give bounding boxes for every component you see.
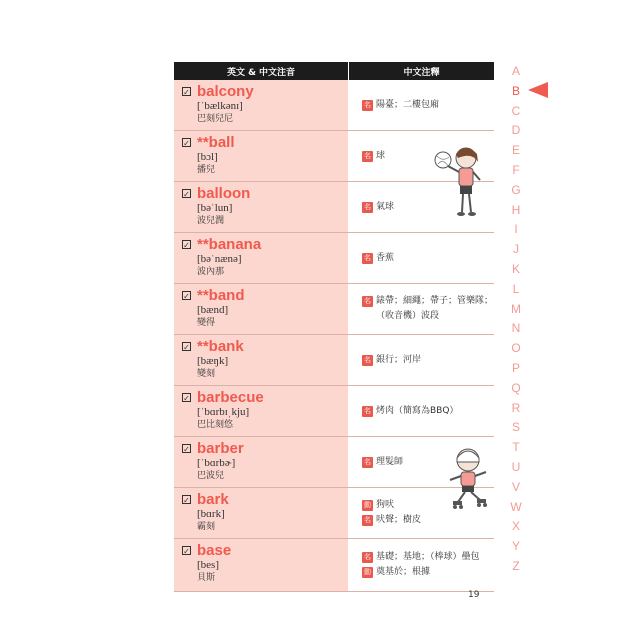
alphabet-letter-k[interactable]: K: [511, 261, 520, 276]
entry-row: [174, 284, 494, 335]
alphabet-letter-h[interactable]: H: [511, 202, 521, 217]
alphabet-letter-b[interactable]: B: [511, 83, 520, 98]
entry-chinese-cell: [348, 386, 494, 436]
alphabet-letter-d[interactable]: D: [511, 123, 521, 138]
alphabet-letter-l[interactable]: L: [512, 281, 520, 296]
entry-row: [174, 80, 494, 131]
entry-english-cell: [174, 131, 348, 181]
entry-zhuyin: 巴刻兒尼: [197, 114, 234, 124]
entry-phonetic: [bænd]: [197, 304, 229, 316]
entry-phonetic: [bɑrk]: [197, 508, 225, 520]
entry-word: bark: [197, 490, 229, 508]
part-of-speech-badge: 名: [364, 297, 371, 305]
entry-word: **bank: [197, 337, 244, 355]
entry-phonetic: [bəˈlun]: [197, 202, 233, 214]
checkbox-icon[interactable]: ✓: [183, 495, 190, 505]
entry-phonetic: [ˈbɑrbɪˌkju]: [197, 406, 250, 418]
entry-row: [174, 386, 494, 437]
entry-english-cell: [174, 335, 348, 385]
entry-row: [174, 233, 494, 284]
meaning-line: [362, 98, 494, 113]
alphabet-letter-o[interactable]: O: [511, 341, 521, 356]
part-of-speech-badge: 名: [364, 151, 371, 160]
entry-english-cell: [174, 80, 348, 130]
meaning-text: 奠基於；根據: [376, 567, 431, 577]
meaning-line: [362, 251, 494, 266]
entry-zhuyin: 播兒: [197, 165, 216, 175]
alphabet-letter-p[interactable]: P: [511, 360, 520, 375]
entry-english-cell: [174, 539, 348, 591]
checkbox-icon[interactable]: ✓: [183, 291, 190, 301]
alphabet-letter-u[interactable]: U: [511, 459, 521, 474]
part-of-speech-badge: 名: [364, 457, 371, 466]
entry-word: balcony: [197, 82, 254, 100]
part-of-speech-badge: 名: [364, 202, 371, 211]
alphabet-letter-x[interactable]: X: [511, 519, 520, 534]
word-line: [182, 83, 348, 99]
word-line: [182, 236, 348, 252]
alphabet-index: [508, 62, 524, 577]
meaning-text: 錶帶；細繩；帶子；管樂隊；（收音機）波段: [376, 296, 494, 321]
entry-zhuyin: 變刻: [197, 369, 216, 379]
entry-zhuyin: 巴波兒: [197, 471, 225, 481]
entry-english-cell: [174, 488, 348, 538]
meaning-text: 狗吠: [376, 500, 395, 510]
alphabet-letter-t[interactable]: T: [512, 440, 520, 455]
meaning-text: 氣球: [376, 201, 395, 212]
meaning-text: 吠聲；樹皮: [376, 515, 422, 525]
part-of-speech-badge: 名: [364, 406, 371, 415]
checkbox-icon[interactable]: ✓: [183, 393, 190, 403]
entry-phonetic: [ˈbælkənɪ]: [197, 100, 243, 112]
entry-row: [174, 335, 494, 386]
alphabet-letter-g[interactable]: G: [511, 182, 521, 197]
meaning-line: [362, 294, 494, 324]
meaning-text: 烤肉（簡寫為BBQ）: [376, 405, 459, 416]
word-line: [182, 338, 348, 354]
alphabet-letter-i[interactable]: I: [514, 222, 518, 237]
entry-english-cell: [174, 233, 348, 283]
checkbox-icon[interactable]: ✓: [183, 240, 190, 250]
meaning-line: [362, 404, 494, 419]
part-of-speech-badge: 名: [364, 516, 371, 524]
meaning-line: [362, 550, 494, 565]
alphabet-letter-c[interactable]: C: [511, 103, 521, 118]
entry-chinese-cell: [348, 80, 494, 130]
entry-word: **banana: [197, 235, 262, 253]
part-of-speech-badge: 動: [364, 501, 371, 509]
meaning-line: [362, 353, 494, 368]
meaning-line: [362, 513, 494, 528]
checkbox-icon[interactable]: ✓: [183, 87, 190, 97]
alphabet-letter-v[interactable]: V: [511, 479, 520, 494]
alphabet-letter-s[interactable]: S: [511, 420, 520, 435]
entry-zhuyin: 波兒潤: [197, 216, 225, 226]
part-of-speech-badge: 名: [364, 253, 371, 262]
girl-rollerskating-illustration: [444, 446, 496, 510]
entry-phonetic: [bes]: [197, 559, 219, 571]
entry-chinese-cell: [348, 539, 494, 591]
entry-english-cell: [174, 386, 348, 436]
meaning-text: 陽臺；二樓包廂: [376, 99, 440, 110]
entry-zhuyin: 變得: [197, 318, 216, 328]
entry-zhuyin: 波內那: [197, 267, 225, 277]
entry-word: **ball: [197, 133, 235, 151]
alphabet-letter-e[interactable]: E: [511, 143, 520, 158]
part-of-speech-badge: 名: [364, 355, 371, 364]
word-line: [182, 440, 348, 456]
meaning-text: 理髮師: [376, 456, 404, 467]
entry-zhuyin: 貝斯: [197, 573, 216, 583]
checkbox-icon[interactable]: ✓: [183, 342, 190, 352]
entry-phonetic: [bɔl]: [197, 151, 218, 163]
entry-zhuyin: 霸刻: [197, 522, 216, 532]
entry-english-cell: [174, 437, 348, 487]
alphabet-letter-q[interactable]: Q: [511, 380, 521, 395]
entry-english-cell: [174, 182, 348, 232]
alphabet-letter-m[interactable]: M: [511, 301, 521, 316]
word-line: [182, 134, 348, 150]
alphabet-letter-n[interactable]: N: [511, 321, 521, 336]
checkbox-icon[interactable]: ✓: [183, 546, 190, 556]
alphabet-letter-f[interactable]: F: [512, 162, 520, 177]
entry-phonetic: [bæŋk]: [197, 355, 229, 367]
entry-chinese-cell: [348, 233, 494, 283]
word-line: [182, 185, 348, 201]
entry-word: balloon: [197, 184, 251, 202]
checkbox-icon[interactable]: ✓: [183, 138, 190, 148]
entry-word: barbecue: [197, 388, 264, 406]
header-english: 英文 & 中文注音: [174, 62, 349, 80]
word-line: [182, 542, 348, 558]
entry-word: base: [197, 541, 232, 559]
checkbox-icon[interactable]: ✓: [183, 189, 190, 199]
alphabet-letter-r[interactable]: R: [511, 400, 521, 415]
entry-chinese-cell: [348, 335, 494, 385]
meaning-text: 銀行；河岸: [376, 354, 422, 365]
entry-phonetic: [ˈbɑrbɚ]: [197, 457, 236, 469]
part-of-speech-badge: 名: [364, 553, 371, 561]
entry-chinese-cell: [348, 284, 494, 334]
entry-english-cell: [174, 284, 348, 334]
word-line: [182, 389, 348, 405]
word-line: [182, 491, 348, 507]
table-header: [174, 62, 494, 80]
word-line: [182, 287, 348, 303]
meaning-text: 基礎；基地；（棒球）壘包: [376, 552, 480, 562]
entry-phonetic: [bəˈnænə]: [197, 253, 242, 265]
part-of-speech-badge: 動: [364, 568, 371, 576]
alphabet-letter-z[interactable]: Z: [512, 558, 520, 573]
alphabet-letter-w[interactable]: W: [510, 499, 522, 514]
header-chinese: 中文注釋: [403, 67, 440, 78]
entry-word: **band: [197, 286, 245, 304]
alphabet-letter-y[interactable]: Y: [511, 539, 520, 554]
alphabet-letter-a[interactable]: A: [511, 64, 520, 78]
alphabet-letter-j[interactable]: J: [513, 242, 519, 257]
entry-row: [174, 539, 494, 592]
meaning-line: [362, 565, 494, 580]
active-letter-marker: [528, 82, 548, 98]
girl-volleyball-illustration: [432, 138, 490, 218]
meaning-text: 球: [376, 150, 386, 161]
page-number: 19: [468, 590, 480, 600]
entry-zhuyin: 巴比刻悠: [197, 420, 234, 430]
meaning-text: 香蕉: [376, 252, 395, 263]
part-of-speech-badge: 名: [364, 100, 371, 109]
entry-word: barber: [197, 439, 244, 457]
checkbox-icon[interactable]: ✓: [183, 444, 190, 454]
